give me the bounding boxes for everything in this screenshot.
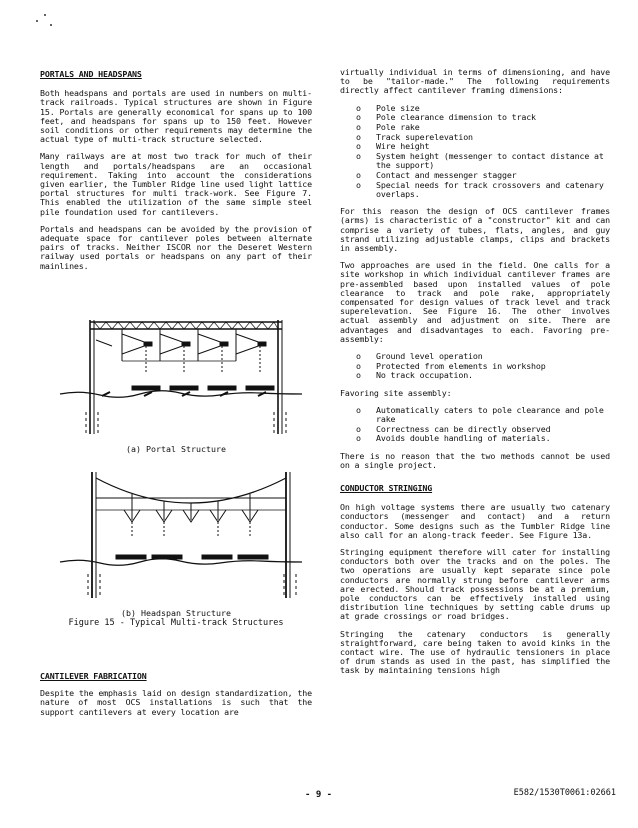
list-item: o Wire height <box>340 142 610 151</box>
pre-assembly-list <box>340 352 610 381</box>
paragraph: Two approaches are used in the field. One calls for a site workshop in which individual cantilever frames are pre-assembled based upon installed values of pole clearance to track and pole rake, appropriately compensated for design values of track level and track superelevation. See Figure 16. The other involves actual assembly and adjustment on site. There are advantages and disadvantages to each. Favoring pre-assembly: <box>340 260 610 344</box>
list-item: o Protected from elements in workshop <box>340 362 610 371</box>
paragraph: Favoring site assembly: <box>340 387 452 398</box>
paragraph: There is no reason that the two methods cannot be used on a single project. <box>340 450 610 470</box>
paragraph: For this reason the design of OCS cantilever frames (arms) is characteristic of a "constructor" kit and can comprise a variety of tubes, flats, angles, and guy strand utilizing adjustable clamps, clips and brackets in assembly. <box>340 206 610 253</box>
right-column <box>340 68 610 684</box>
document-code: E582/1530T0061:02661 <box>513 788 616 798</box>
cantilever-fabrication-section <box>40 672 312 725</box>
left-column <box>40 70 312 279</box>
cantilever-heading: CANTILEVER FABRICATION <box>40 671 147 681</box>
list-item: o Pole size <box>340 104 610 113</box>
list-item: o Automatically caters to pole clearance and pole rake <box>340 406 610 424</box>
list-item: o Correctness can be directly observed <box>340 425 610 434</box>
portal-structure-figure <box>40 316 312 454</box>
paragraph: On high voltage systems there are usually two catenary conductors (messenger and contact) and a return conductor. Some designs such as the Tumbler Ridge line also call for an along-track feeder. See Figure 13a. <box>340 502 610 540</box>
list-item: o Avoids double handling of materials. <box>340 434 610 443</box>
portals-heading: PORTALS AND HEADSPANS <box>40 69 142 79</box>
paragraph: Both headspans and portals are used in numbers on multi-track railroads. Typical structures are shown in Figure 15. Portals are generally economical for spans up to 100 feet, and headspans for spans up to 150 feet. However soil conditions or other requirements may determine the actual type of multi-track structure selected. <box>40 88 312 145</box>
scan-speck <box>50 24 52 26</box>
figure-15-caption: Figure 15 - Typical Multi-track Structures <box>68 618 284 628</box>
portal-figure-caption: (a) Portal Structure <box>126 444 226 454</box>
paragraph: Stringing equipment therefore will cater for installing conductors both over the tracks and on the poles. The two operations are usually kept separate since pole conductors are normally strung before cantilever arms are erected. Should track possessions be at a premium, pole conductors can be effectively installed using distribution line techniques by setting cable drums up at grade crossings or road bridges. <box>340 547 610 622</box>
paragraph: Portals and headspans can be avoided by the provision of adequate space for cantilever poles between alternate pairs of tracks. Neither ISCOR nor the Deseret Western railway used portals or headspans on any part of their mainlines. <box>40 223 312 271</box>
list-item: o Contact and messenger stagger <box>340 171 610 180</box>
conductor-heading: CONDUCTOR STRINGING <box>340 483 433 494</box>
list-item: o Pole rake <box>340 123 610 132</box>
headspan-structure-figure <box>40 470 312 618</box>
list-item: o Ground level operation <box>340 352 610 361</box>
list-item: o Special needs for track crossovers and catenary overlaps. <box>340 181 610 199</box>
paragraph: Despite the emphasis laid on design standardization, the nature of most OCS installations is such that the support cantilevers at every location are <box>40 688 312 717</box>
paragraph: Many railways are at most two track for much of their length and portals/headspans are an occasional requirement. Taking into account the considerations given earlier, the Tumbler Ridge line used light lattice portal structures for multi track-work. See Figure 7. This enabled the utilization of the same simple steel pile foundation used for cantilevers. <box>40 151 312 217</box>
scan-speck <box>44 14 46 16</box>
list-item: o Pole clearance dimension to track <box>340 113 610 122</box>
list-item: o No track occupation. <box>340 371 610 380</box>
list-item: o Track superelevation <box>340 133 610 142</box>
paragraph: virtually individual in terms of dimensioning, and have to be "tailor-made." The following requirements directly affect cantilever framing dimensions: <box>340 67 610 96</box>
page-number: - 9 - <box>305 790 333 800</box>
scan-speck <box>36 20 38 22</box>
paragraph: Stringing the catenary conductors is generally straightforward, care being taken to avoid kinks in the contact wire. The use of hydraulic tensioners in place of drum stands as used in the past, has simplified the task by maintaining tensions high <box>340 628 610 676</box>
site-assembly-list <box>340 406 610 444</box>
requirements-list <box>340 104 610 200</box>
headspan-figure-caption: (b) Headspan Structure <box>121 608 231 618</box>
list-item: o System height (messenger to contact distance at the support) <box>340 152 610 170</box>
headspan-structure-diagram <box>40 470 312 600</box>
portal-structure-diagram <box>40 316 312 436</box>
